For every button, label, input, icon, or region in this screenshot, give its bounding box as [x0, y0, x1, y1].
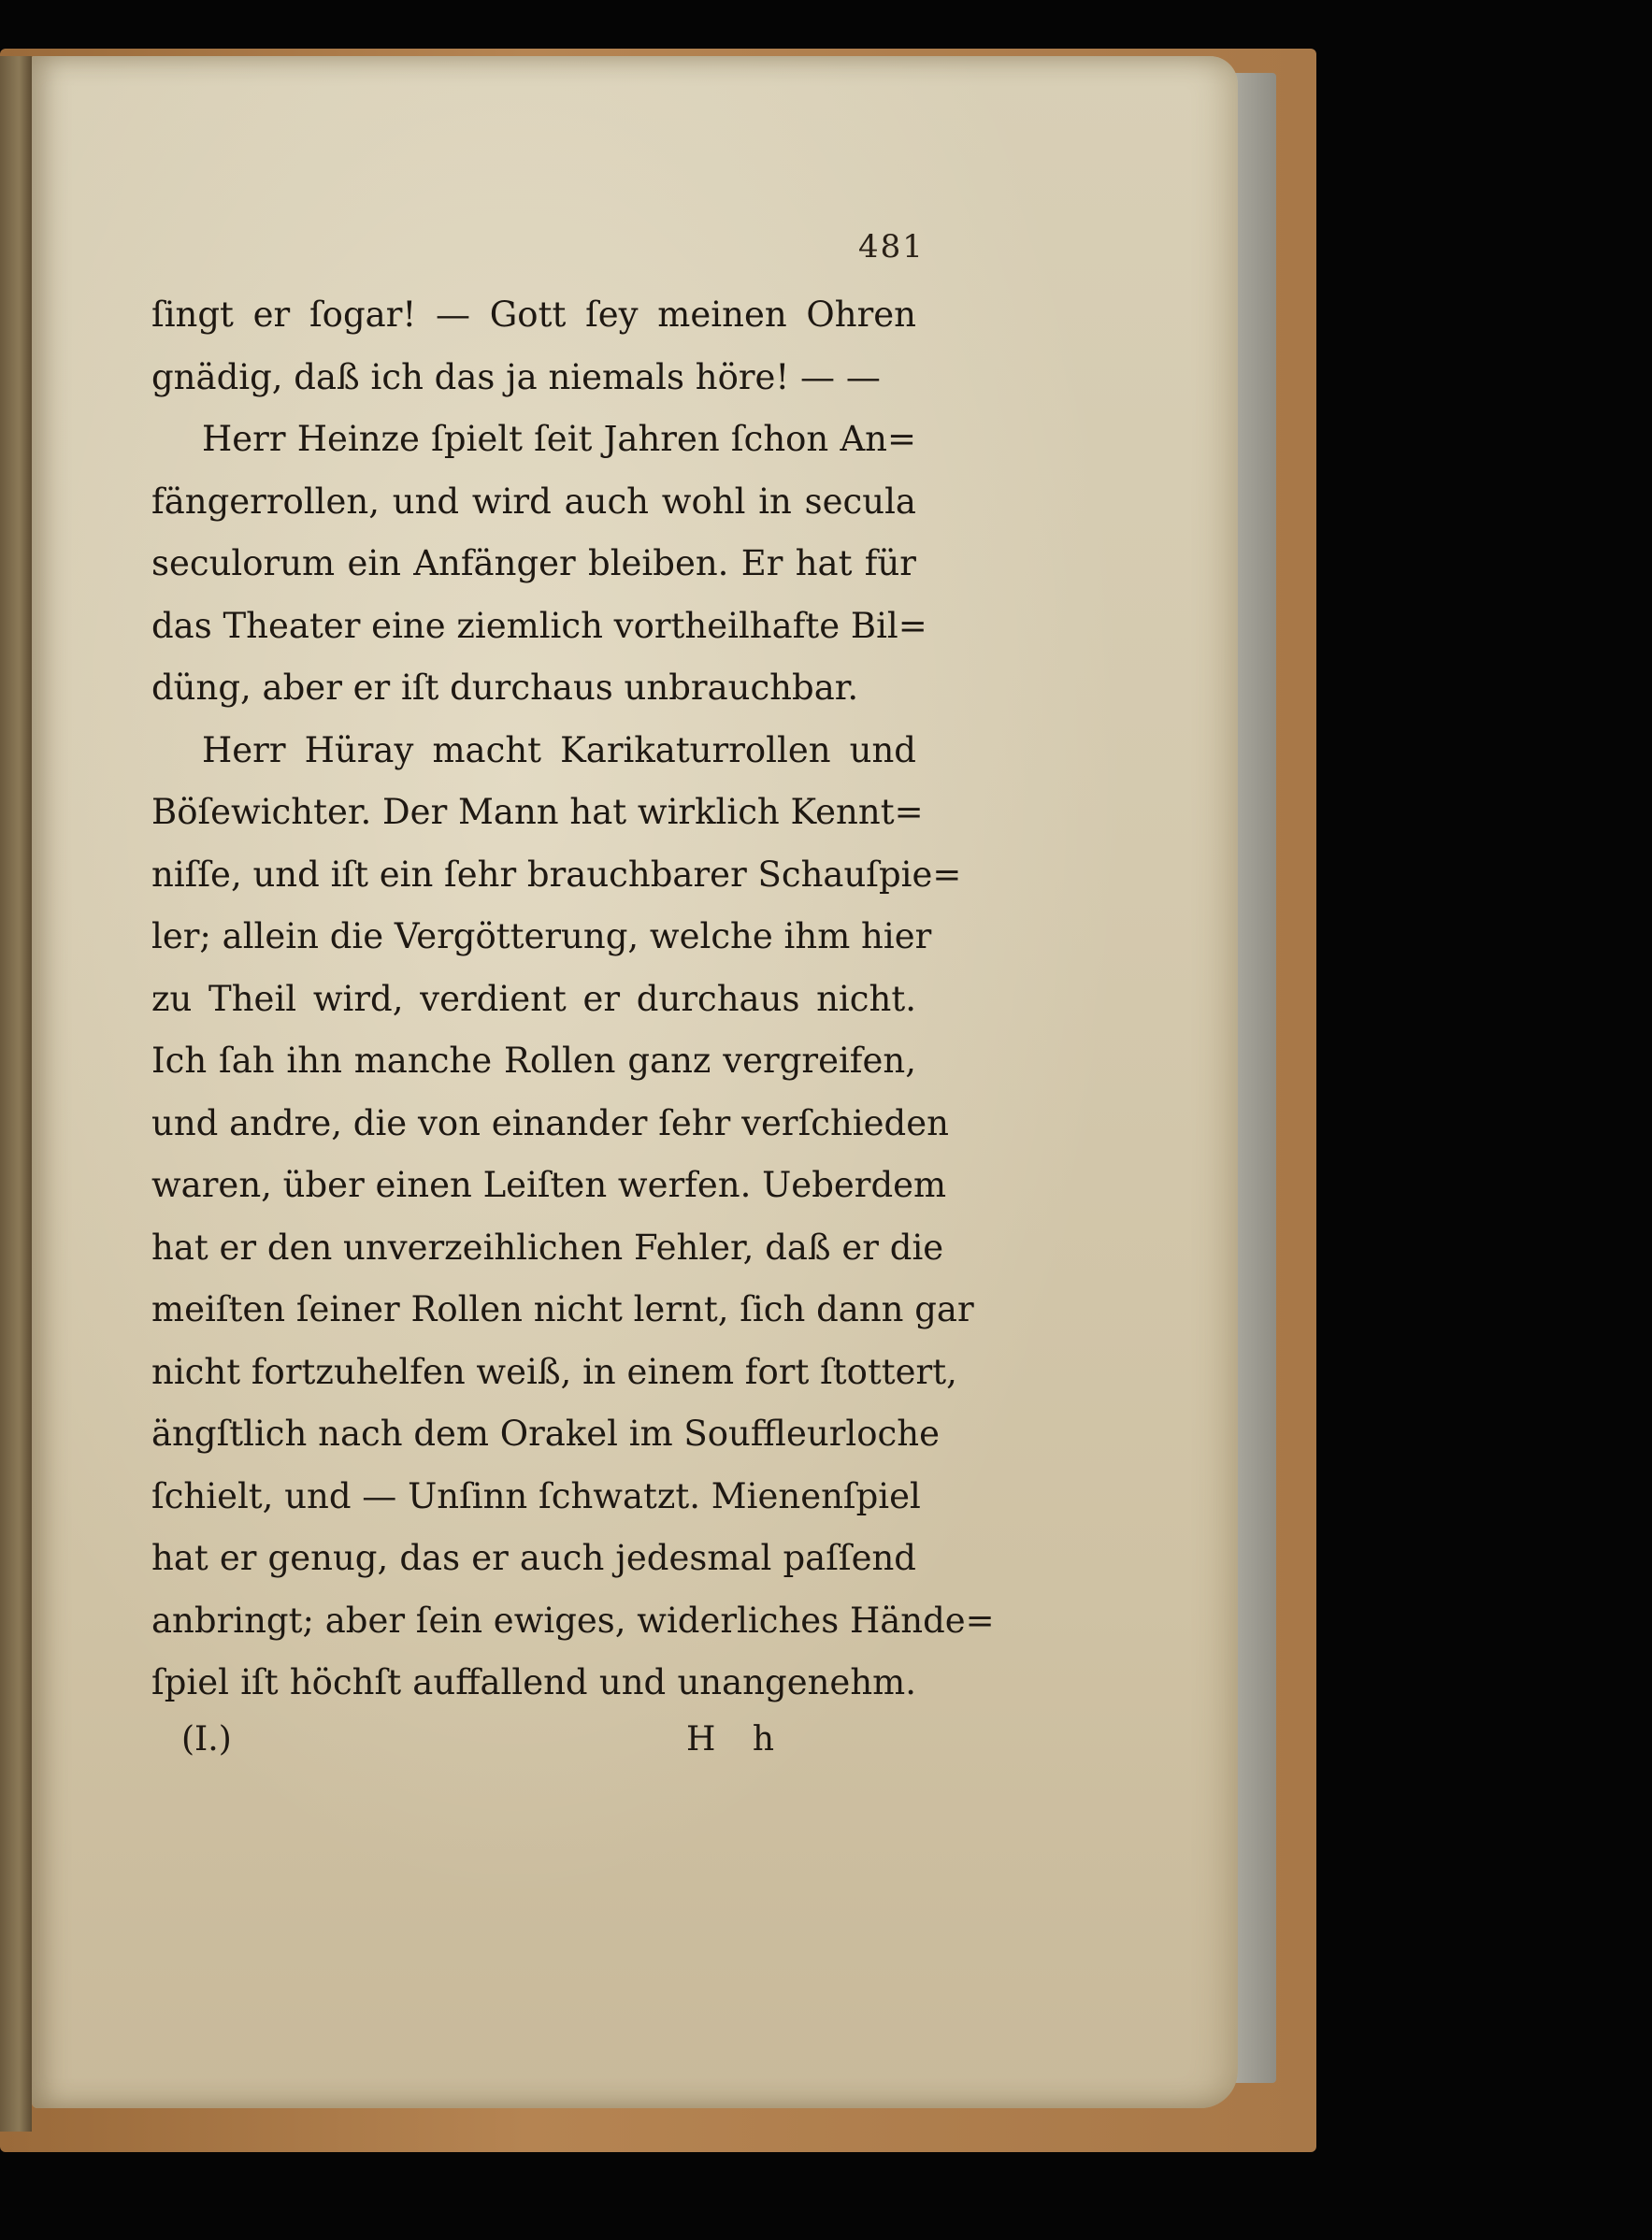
- book-page: [32, 56, 1238, 2108]
- text-line: seculorum ein Anfänger bleiben. Er hat für: [151, 543, 916, 583]
- text-line: hat er den unverzeihlichen Fehler, daß er die: [151, 1227, 944, 1268]
- signature-mark: (I.): [181, 1720, 232, 1759]
- previous-page-edge: [0, 56, 32, 2132]
- text-line: anbringt; aber ſein ewiges, widerliches Hände=: [151, 1600, 995, 1641]
- text-line: waren, über einen Leiſten werfen. Ueberdem: [151, 1165, 947, 1205]
- text-line: niſſe, und iſt ein ſehr brauchbarer Schauſpie=: [151, 854, 962, 895]
- text-line: ſchielt, und — Unſinn ſchwatzt. Mienenſpiel: [151, 1475, 921, 1516]
- text-line: Böſewichter. Der Mann hat wirklich Kennt=: [151, 792, 924, 832]
- text-line: fängerrollen, und wird auch wohl in secula: [151, 481, 916, 522]
- text-line: nicht fortzuhelfen weiß, in einem fort ſtottert,: [151, 1351, 957, 1392]
- text-line: Ich ſah ihn manche Rollen ganz vergreifen,: [151, 1041, 916, 1081]
- text-line: hat er genug, das er auch jedesmal paſſend: [151, 1538, 916, 1578]
- text-line: gnädig, daß ich das ja niemals höre! — —: [151, 356, 881, 397]
- body-text: [151, 284, 995, 1715]
- catchword: H h: [686, 1720, 788, 1759]
- page-number: 481: [858, 228, 925, 266]
- text-line: ängſtlich nach dem Orakel im Souffleurloche: [151, 1414, 940, 1454]
- text-line: Herr Hüray macht Karikaturrollen und: [202, 729, 916, 770]
- text-line: Herr Heinze ſpielt ſeit Jahren ſchon An=: [202, 419, 916, 459]
- text-line: ſpiel iſt höchſt auffallend und unangenehm.: [151, 1662, 916, 1702]
- text-line: zu Theil wird, verdient er durchaus nicht.: [151, 978, 916, 1019]
- text-line: ſingt er ſogar! — Gott ſey meinen Ohren: [151, 294, 916, 335]
- text-line: meiſten ſeiner Rollen nicht lernt, ſich dann gar: [151, 1289, 974, 1329]
- text-line: und andre, die von einander ſehr verſchieden: [151, 1102, 949, 1143]
- text-line: das Theater eine ziemlich vortheilhafte Bil=: [151, 605, 927, 646]
- text-line: ler; allein die Vergötterung, welche ihm hier: [151, 916, 932, 956]
- text-line: düng, aber er iſt durchaus unbrauchbar.: [151, 668, 859, 708]
